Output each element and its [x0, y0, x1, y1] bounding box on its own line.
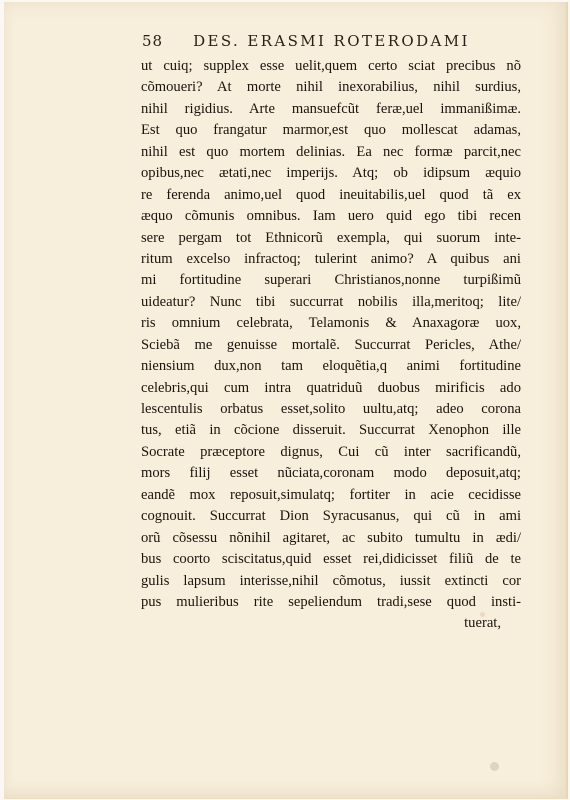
paper-stain [490, 762, 499, 771]
page-header [142, 32, 512, 50]
text-line: mi fortitudine superari Christianos,nonne turpißimũ [141, 272, 521, 289]
body-text [141, 56, 521, 635]
catchword: tuerat, [464, 615, 501, 632]
text-line: re ferenda animo,uel quod ineuitabilis,uel quod tã ex [141, 186, 521, 203]
text-line: Sciebã me genuisse mortalẽ. Succurrat Pericles, Athe/ [141, 336, 521, 353]
text-line: uideatur? Nunc tibi succurrat nobilis illa,meritoq; lite/ [141, 293, 521, 310]
text-line: ris omnium celebrata, Telamonis & Anaxagoræ uox, [141, 315, 521, 332]
text-line: gulis lapsum interisse,nihil cõmotus, iussit extincti cor [141, 572, 521, 589]
text-line: ritum excelso infractoq; tulerint animo? A quibus ani [141, 250, 521, 267]
text-line: sere pergam tot Ethnicorũ exempla, qui suorum inte- [141, 229, 521, 246]
text-line: cõmoueri? At morte nihil inexorabilius, nihil surdius, [141, 79, 521, 96]
text-line: tus, etiã in cõcione disseruit. Succurrat Xenophon ille [141, 422, 521, 439]
text-line: opibus,nec ætati,nec imperijs. Atq; ob idipsum æquio [141, 165, 521, 182]
paper-stain [154, 598, 157, 601]
text-line: celebris,qui cum intra quatriduũ duobus mirificis ado [141, 379, 521, 396]
page-number: 58 [142, 32, 164, 50]
paper-stain [480, 612, 485, 617]
book-page [4, 2, 568, 799]
text-line: lescentulis orbatus esset,solito uultu,atq; adeo corona [141, 401, 521, 417]
paper-stain [219, 600, 223, 602]
text-line: Socrate præceptore dignus, Cui cũ inter sacrificandũ, [141, 443, 521, 460]
text-line: Est quo frangatur marmor,est quo mollescat adamas, [141, 122, 521, 139]
text-line: nihil rigidius. Arte mansuefcũt feræ,uel immanißimæ. [141, 100, 521, 117]
text-line: ut cuiq; supplex esse uelit,quem certo sciat precibus nõ [141, 58, 521, 74]
running-head: DES. ERASMI ROTERODAMI [193, 32, 470, 50]
text-line: orũ cõsessu nõnihil agitaret, ac subito tumultu in ædi/ [141, 529, 521, 546]
text-line: nihil est quo mortem delinias. Ea nec formæ parcit,nec [141, 143, 521, 160]
text-line: cognouit. Succurrat Dion Syracusanus, qui cũ in ami [141, 508, 521, 525]
text-line: eandẽ mox reposuit,simulatq; fortiter in acie cecidisse [141, 486, 521, 503]
text-line: niensium dux,non tam eloquẽtia,q animi fortitudine [141, 358, 521, 375]
text-line: bus coorto sciscitatus,quid esset rei,didicisset filiũ de te [141, 551, 521, 568]
text-line: pus mulieribus rite sepeliendum tradi,sese quod insti- [141, 593, 521, 610]
text-line: mors filij esset nũciata,coronam modo deposuit,atq; [141, 465, 521, 482]
text-line: æquo cõmunis omnibus. Iam uero quid ego tibi recen [141, 208, 521, 225]
